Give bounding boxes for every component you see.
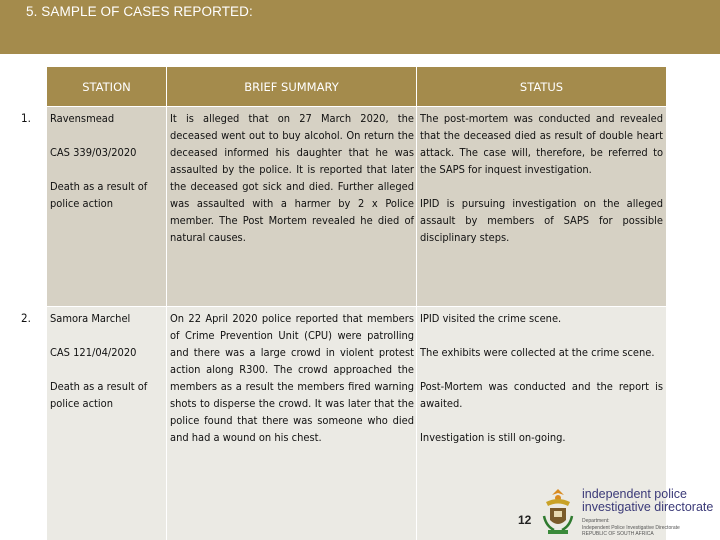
case-number: CAS 121/04/2020 (50, 346, 137, 359)
status-text: Investigation is still on-going. (420, 431, 566, 444)
station-cell (47, 107, 167, 307)
page-number: 12 (518, 513, 532, 527)
logo-sub-line-2: Independent Police Investigative Directorate (582, 524, 680, 531)
coat-of-arms-icon (540, 486, 576, 540)
header-number (17, 67, 47, 107)
logo-sub-line-3: REPUBLIC OF SOUTH AFRICA (582, 531, 654, 537)
logo-subtitle (582, 518, 680, 538)
status-text: Post-Mortem was conducted and the report is awaited. (420, 380, 663, 410)
case-category: Death as a result of police action (50, 180, 148, 210)
logo-name-line-2: investigative directorate (582, 500, 714, 514)
title-bar (0, 0, 720, 54)
status-cell (417, 107, 667, 307)
summary-text: On 22 April 2020 police reported that members of Crime Prevention Unit (CPU) were patrolling and there was a large crowd in violent protest action along R300. The crowd approached the members as a result the members fired warning shots to disperse the crowd. It was later that the police found that there was someone who died and had a wound on his chest. (170, 312, 414, 444)
row-number: 2. (17, 307, 47, 540)
summary-cell (167, 107, 417, 307)
station-name: Samora Marchel (50, 312, 131, 325)
logo-sub-line-1: Department: (582, 518, 610, 524)
status-text: The exhibits were collected at the crime scene. (420, 346, 655, 359)
header-station: STATION (47, 67, 167, 107)
table-row (17, 107, 667, 307)
summary-cell (167, 307, 417, 540)
status-text: IPID visited the crime scene. (420, 312, 562, 325)
case-number: CAS 339/03/2020 (50, 146, 137, 159)
status-text: IPID is pursuing investigation on the alleged assault by members of SAPS for possible disciplinary steps. (420, 197, 663, 244)
cases-table (16, 66, 667, 540)
logo-name-line-1: independent police (582, 487, 687, 501)
case-category: Death as a result of police action (50, 380, 148, 410)
table-header-row (17, 67, 667, 107)
status-text: The post-mortem was conducted and revealed that the deceased died as result of double heart attack. The case will, therefore, be referred to the SAPS for inquest investigation. (420, 112, 663, 176)
header-status: STATUS (417, 67, 667, 107)
ipid-logo (540, 486, 720, 540)
station-cell (47, 307, 167, 540)
header-brief-summary: BRIEF SUMMARY (167, 67, 417, 107)
summary-text: It is alleged that on 27 March 2020, the deceased went out to buy alcohol. On return the deceased informed his daughter that he was assaulted by the police. It is reported that later the deceased got sick and died. Further alleged was assaulted with a harmer by 2 x Police member. The Post Mortem revealed he died of natural causes. (170, 112, 414, 244)
row-number: 1. (17, 107, 47, 307)
logo-name (582, 488, 713, 514)
station-name: Ravensmead (50, 112, 115, 125)
slide-title: 5. SAMPLE OF CASES REPORTED: (26, 4, 253, 19)
